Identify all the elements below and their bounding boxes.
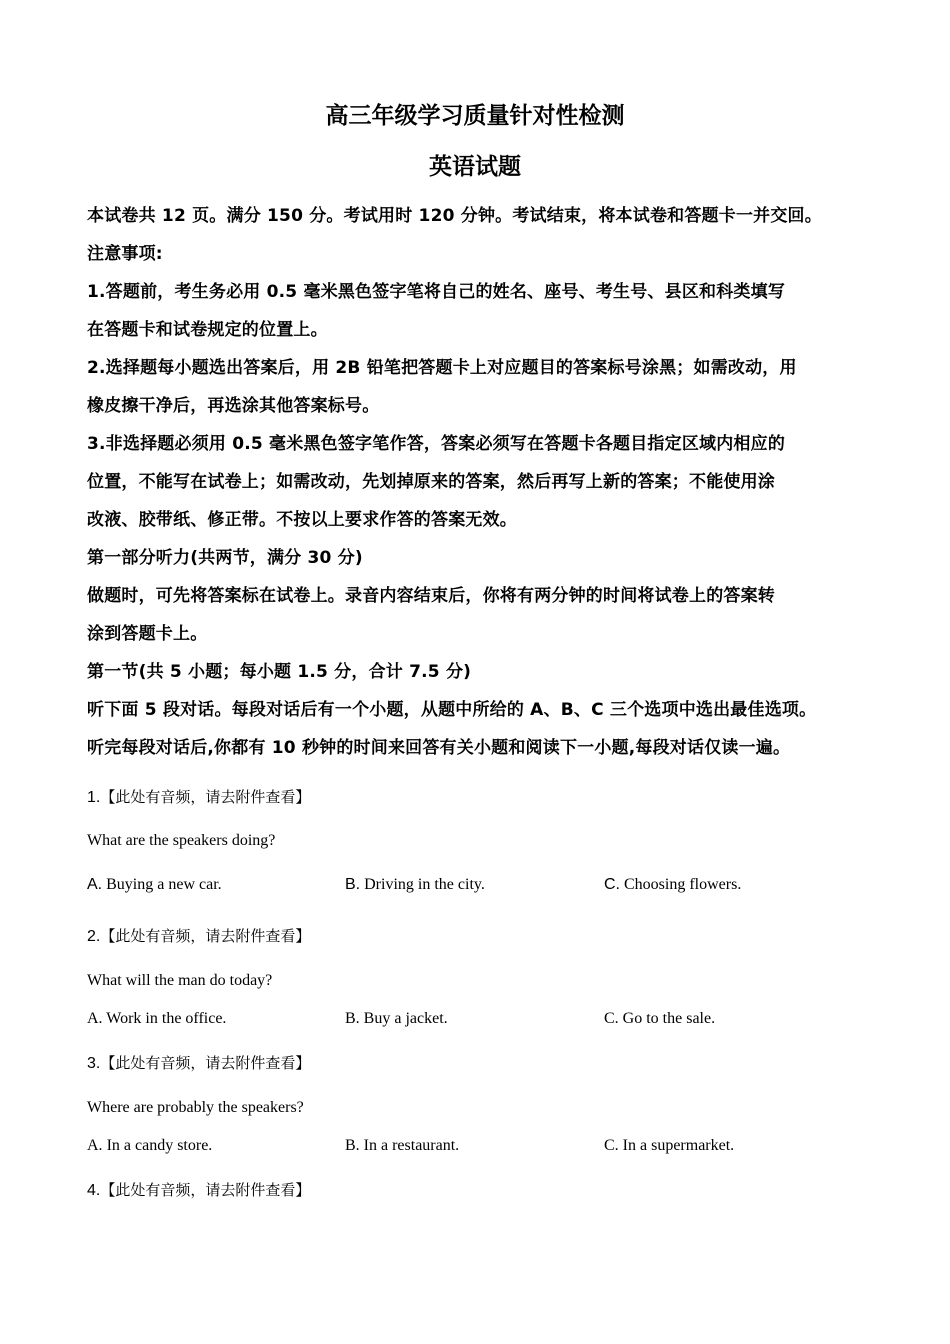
- audio-note: 【此处有音频，请去附件查看】: [100, 1181, 311, 1199]
- question-1-header: [87, 786, 310, 809]
- notice-item-1-cont: 在答题卡和试卷规定的位置上。: [87, 320, 328, 340]
- question-number: 1.: [87, 789, 101, 806]
- question-2-text: What will the man do today?: [87, 972, 273, 989]
- part1-title: 第一部分听力(共两节，满分 30 分): [87, 548, 363, 568]
- question-2-option-b: [345, 1008, 448, 1030]
- question-3-option-a: [87, 1135, 212, 1157]
- option-text: In a candy store.: [102, 1137, 213, 1154]
- audio-note: 【此处有音频，请去附件查看】: [100, 927, 311, 945]
- instructions-line: 本试卷共 12 页。满分 150 分。考试用时 120 分钟。考试结束，将本试卷和答题卡一并交回。: [87, 206, 822, 226]
- question-2-option-a: [87, 1008, 226, 1030]
- question-number: 3.: [87, 1055, 101, 1072]
- option-text: In a restaurant.: [359, 1137, 460, 1154]
- section1-desc: 听下面 5 段对话。每段对话后有一个小题，从题中所给的 A、B、C 三个选项中选出最佳选项。: [87, 700, 817, 720]
- notice-item-3-cont2: 改液、胶带纸、修正带。不按以上要求作答的答案无效。: [87, 510, 517, 530]
- section1-desc-cont: 听完每段对话后,你都有 10 秒钟的时间来回答有关小题和阅读下一小题,每段对话仅读一遍。: [87, 738, 791, 758]
- notice-item-1: 1.答题前，考生务必用 0.5 毫米黑色签字笔将自己的姓名、座号、考生号、县区和科类填写: [87, 282, 786, 302]
- section1-title: 第一节(共 5 小题；每小题 1.5 分，合计 7.5 分): [87, 662, 472, 682]
- option-text: Buying a new car.: [102, 876, 222, 893]
- question-3-header: [87, 1052, 310, 1075]
- option-letter: A.: [87, 1010, 103, 1027]
- question-1-option-b: [345, 874, 485, 896]
- question-2-header: [87, 925, 310, 948]
- option-text: In a supermarket.: [618, 1137, 735, 1154]
- part1-desc: 做题时，可先将答案标在试卷上。录音内容结束后，你将有两分钟的时间将试卷上的答案转: [87, 586, 775, 606]
- option-text: Go to the sale.: [618, 1010, 716, 1027]
- question-number: 2.: [87, 928, 101, 945]
- option-text: Buy a jacket.: [359, 1010, 448, 1027]
- question-3-option-c: [604, 1135, 734, 1157]
- question-3-option-b: [345, 1135, 459, 1157]
- question-1-option-c: [604, 874, 741, 896]
- option-letter: B.: [345, 876, 361, 893]
- option-text: Choosing flowers.: [620, 876, 742, 893]
- question-1-text: What are the speakers doing?: [87, 832, 276, 849]
- option-letter: C.: [604, 876, 620, 893]
- notice-item-2: 2.选择题每小题选出答案后，用 2B 铅笔把答题卡上对应题目的答案标号涂黑；如需改动，用: [87, 358, 797, 378]
- option-letter: C.: [604, 1137, 619, 1154]
- audio-note: 【此处有音频，请去附件查看】: [100, 1054, 311, 1072]
- option-letter: C.: [604, 1010, 619, 1027]
- option-letter: A.: [87, 876, 103, 893]
- notice-item-2-cont: 橡皮擦干净后，再选涂其他答案标号。: [87, 396, 380, 416]
- question-3-text: Where are probably the speakers?: [87, 1099, 304, 1116]
- option-text: Work in the office.: [102, 1010, 227, 1027]
- audio-note: 【此处有音频，请去附件查看】: [100, 788, 311, 806]
- notice-item-3-cont: 位置，不能写在试卷上；如需改动，先划掉原来的答案，然后再写上新的答案；不能使用涂: [87, 472, 775, 492]
- notice-title: 注意事项:: [87, 244, 163, 264]
- question-2-option-c: [604, 1008, 715, 1030]
- option-letter: B.: [345, 1137, 360, 1154]
- exam-subtitle: 英语试题: [429, 153, 521, 180]
- option-text: Driving in the city.: [360, 876, 485, 893]
- question-1-option-a: [87, 874, 222, 896]
- notice-item-3: 3.非选择题必须用 0.5 毫米黑色签字笔作答，答案必须写在答题卡各题目指定区域内相应的: [87, 434, 786, 454]
- option-letter: A.: [87, 1137, 103, 1154]
- part1-desc-cont: 涂到答题卡上。: [87, 624, 208, 644]
- exam-title: 高三年级学习质量针对性检测: [325, 102, 625, 129]
- question-number: 4.: [87, 1182, 101, 1199]
- question-4-header: [87, 1179, 310, 1202]
- option-letter: B.: [345, 1010, 360, 1027]
